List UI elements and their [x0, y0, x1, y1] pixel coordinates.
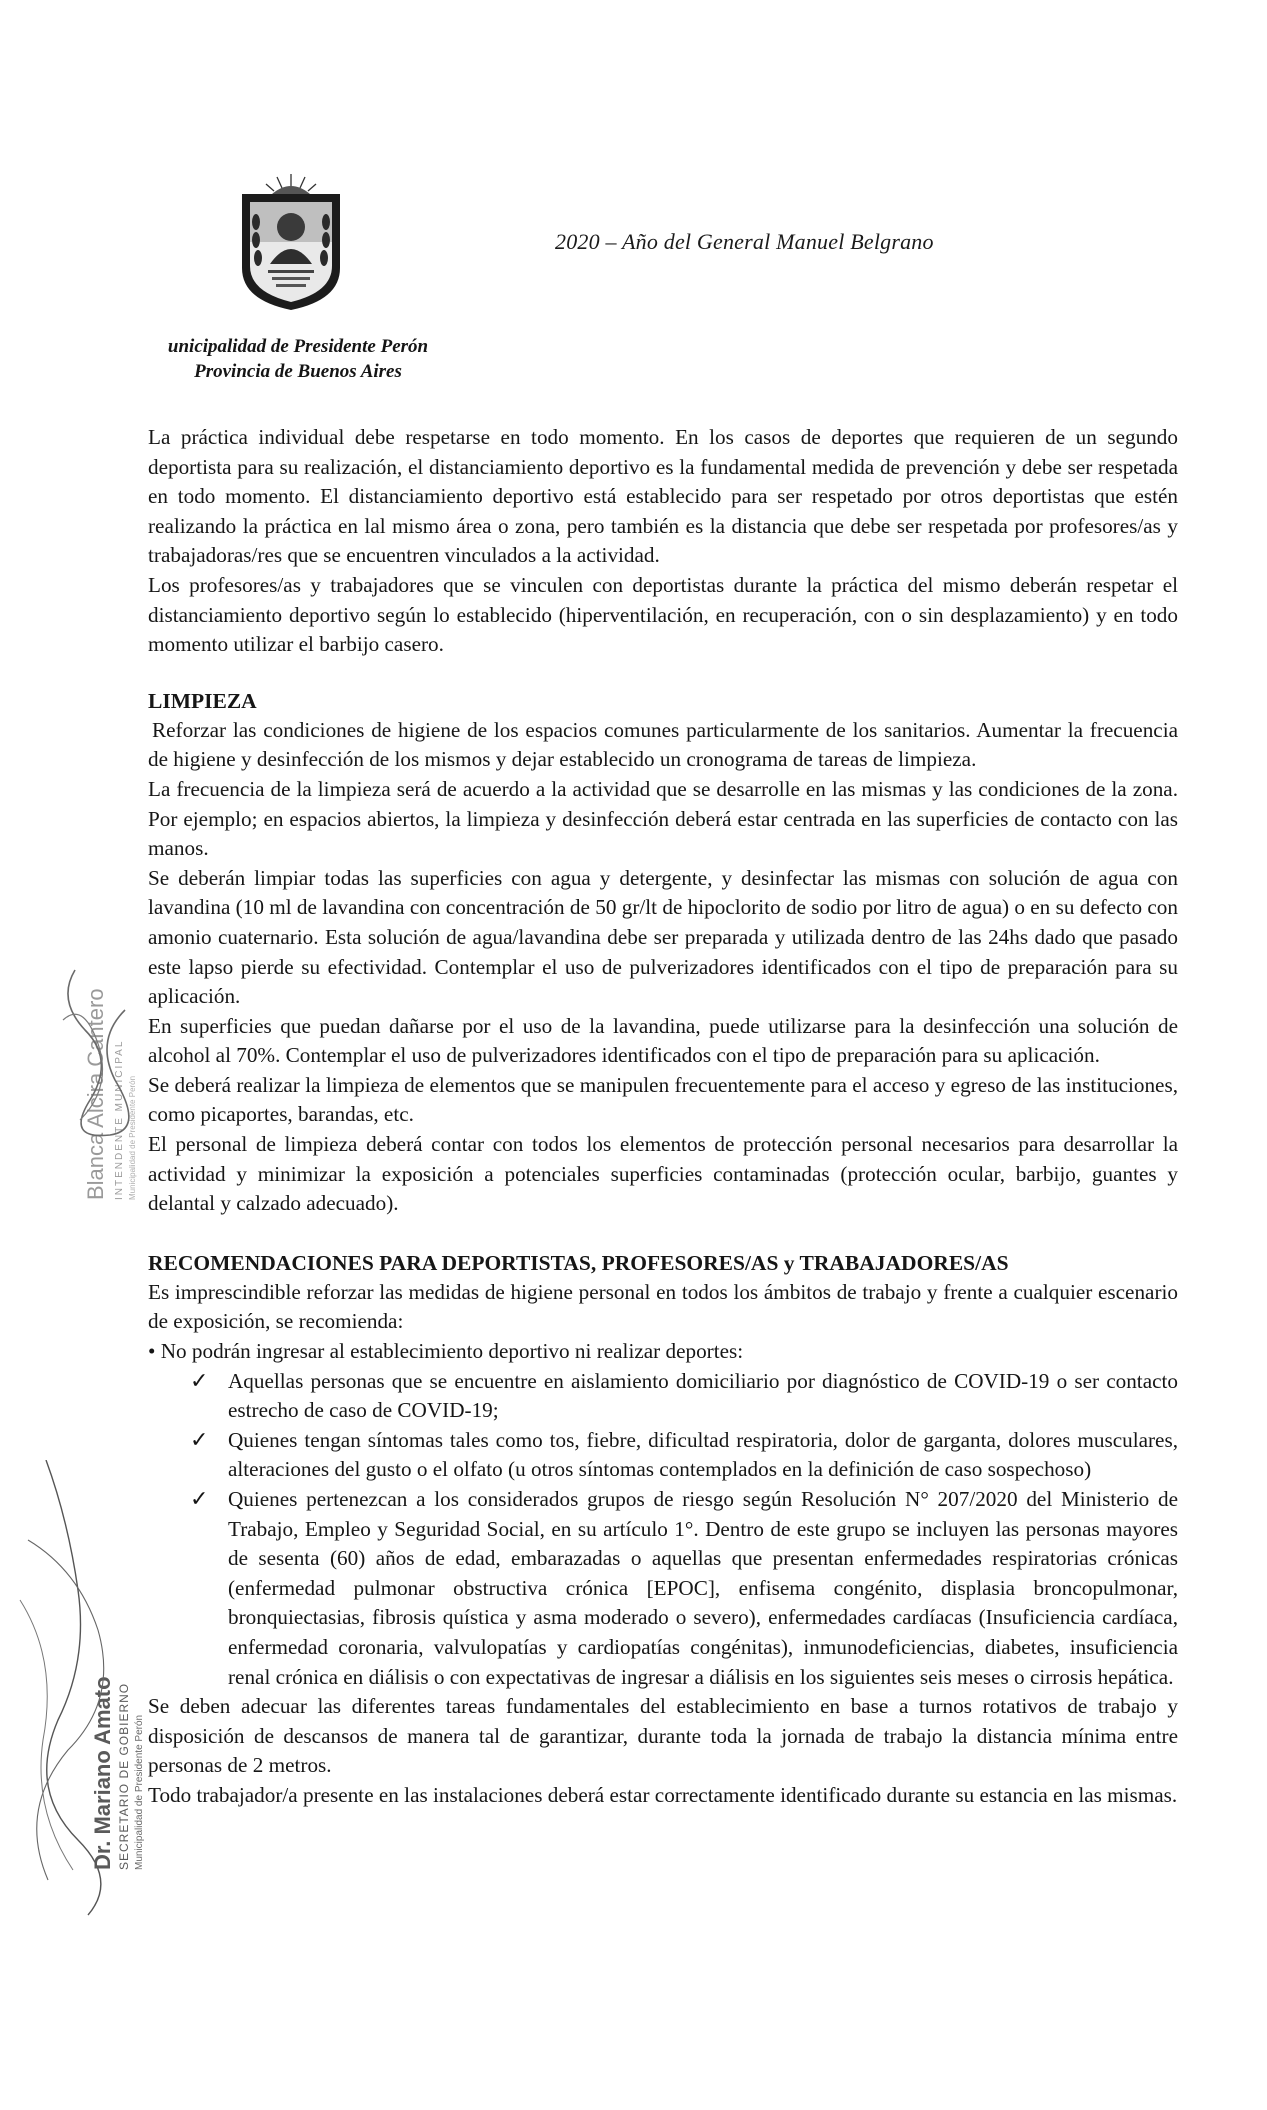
paragraph-worker-identification: Todo trabajador/a presente en las instalaciones deberá estar correctamente identificado durante su estancia en las mismas.	[148, 1782, 1178, 1807]
mayor-stamp-signature	[55, 960, 165, 1205]
list-item: ✓ Aquellas personas que se encuentre en aislamiento domiciliario por diagnóstico de COVID-19 o ser contacto estrecho de caso de COVID-19;	[190, 1368, 1178, 1423]
province-name: Provincia de Buenos Aires	[194, 361, 402, 382]
section-title-limpieza: LIMPIEZA	[148, 688, 257, 713]
year-motto: 2020 – Año del General Manuel Belgrano	[555, 229, 934, 254]
paragraph-hygiene-measures: Es imprescindible reforzar las medidas de higiene personal en todos los ámbitos de trabajo y frente a cualquier escenario de exposición, se recomienda:	[148, 1279, 1178, 1334]
stamp-role: INTENDENTE MUNICIPAL	[114, 1039, 125, 1200]
paragraph-cleaning-frequency: La frecuencia de la limpieza será de acuerdo a la actividad que se desarrolle en las mismas y las condiciones de la zona. Por ejemplo; en espacios abiertos, la limpieza y desinfección deberá estar centrada en las superficies de contacto con las manos.	[148, 776, 1178, 861]
stamp-place: Municipalidad de Presidente Perón	[134, 1714, 145, 1870]
stamp-name: Dr. Mariano Amato	[90, 1676, 115, 1870]
list-item: ✓ Quienes tengan síntomas tales como tos, fiebre, dificultad respiratoria, dolor de garganta, dolores musculares, alteraciones del gusto o el olfato (u otros síntomas contemplados en la definición de caso sospechoso)	[190, 1427, 1178, 1482]
secretary-stamp-signature	[18, 1460, 168, 1920]
checkmark-icon: ✓	[190, 1427, 209, 1453]
paragraph-rotating-shifts: Se deben adecuar las diferentes tareas fundamentales del establecimiento en base a turnos rotativos de trabajo y disposición de descansos de manera tal de garantizar, durante toda la jornada de trabajo la distancia mínima entre personas de 2 metros.	[148, 1694, 1178, 1778]
paragraph-professors-distancing: Los profesores/as y trabajadores que se vinculen con deportistas durante la práctica del mismo deberán respetar el distanciamiento deportivo según lo establecido (hiperventilación, en recuperación, con o sin desplazamiento) y en todo momento utilizar el barbijo casero.	[148, 572, 1178, 657]
bullet-no-entry: • No podrán ingresar al establecimiento deportivo ni realizar deportes:	[148, 1339, 744, 1364]
municipal-crest-logo	[232, 172, 350, 312]
paragraph-surface-cleaning: Se deberán limpiar todas las superficies con agua y detergente, y desinfectar las mismas con solución de agua con lavandina (10 ml de lavandina con concentración de 50 gr/lt de hipoclorito de sodio por litro de agua) o en su defecto con amonio cuaternario. Esta solución de agua/lavandina debe ser preparada y utilizada dentro de las 24hs dado que pasado este lapso pierde su efectividad. Contemplar el uso de pulverizadores identificados con el tipo de preparación para su aplicación.	[148, 865, 1178, 1009]
document-body	[148, 423, 1178, 1811]
list-item: ✓ Quienes pertenezcan a los considerados grupos de riesgo según Resolución N° 207/2020 del Ministerio de Trabajo, Empleo y Seguridad Social, en su artículo 1°. Dentro de este grupo se incluyen las personas mayores de sesenta (60) años de edad, embarazadas o aquellas que presentan enfermedades respiratorias crónicas (enfermedad pulmonar obstructiva crónica [EPOC], enfisema congénito, displasia broncopulmonar, bronquiectasias, fibrosis quística y asma moderado o severo), enfermedades cardíacas (Insuficiencia cardíaca, enfermedad coronaria, valvulopatías y cardiopatías congénitas), inmunodeficiencias, diabetes, insuficiencia renal crónica en diálisis o con expectativas de ingresar a diálisis en los siguientes seis meses o cirrosis hepática.	[190, 1487, 1178, 1689]
stamp-name: Blanca Alcira Cantero	[83, 988, 108, 1200]
stamp-role: SECRETARIO DE GOBIERNO	[117, 1682, 131, 1870]
paragraph-hygiene-reinforce: Reforzar las condiciones de higiene de los espacios comunes particularmente de los sanitarios. Aumentar la frecuencia de higiene y desinfección de los mismos y dejar establecido un cronograma de tareas de limpieza.	[148, 717, 1178, 772]
paragraph-cleaning-staff: El personal de limpieza deberá contar con todos los elementos de protección personal necesarios para desarrollar la actividad y minimizar la exposición a potenciales superficies contaminadas (protección ocular, barbijo, guantes y delantal y calzado adecuado).	[148, 1132, 1178, 1216]
paragraph-alcohol-solution: En superficies que puedan dañarse por el uso de la lavandina, puede utilizarse para la desinfección una solución de alcohol al 70%. Contemplar el uso de pulverizadores identificados con el tipo de preparación para su aplicación.	[148, 1013, 1178, 1068]
exclusion-checklist	[148, 1367, 1178, 1693]
checkmark-icon: ✓	[190, 1487, 209, 1512]
paragraph-individual-practice: La práctica individual debe respetarse en todo momento. En los casos de deportes que requieren de un segundo deportista para su realización, el distanciamiento deportivo es la fundamental medida de prevención y debe ser respetada en todo momento. El distanciamiento deportivo está establecido para ser respetado por otros deportistas que estén realizando la práctica en lal mismo área o zona, pero también es la distancia que debe ser respetada por profesores/as y trabajadoras/res que se encuentren vinculados a la actividad.	[148, 425, 1178, 568]
paragraph-frequent-elements: Se deberá realizar la limpieza de elementos que se manipulen frecuentemente para el acceso y egreso de las instituciones, como picaportes, barandas, etc.	[148, 1072, 1178, 1127]
section-title-recommendations: RECOMENDACIONES PARA DEPORTISTAS, PROFESORES/AS y TRABAJADORES/AS	[148, 1250, 1009, 1275]
stamp-place: Municipalidad de Presidente Perón	[128, 1075, 137, 1200]
checkmark-icon: ✓	[190, 1368, 209, 1394]
municipality-name: unicipalidad de Presidente Perón	[167, 336, 429, 357]
municipality-heading	[148, 334, 448, 384]
